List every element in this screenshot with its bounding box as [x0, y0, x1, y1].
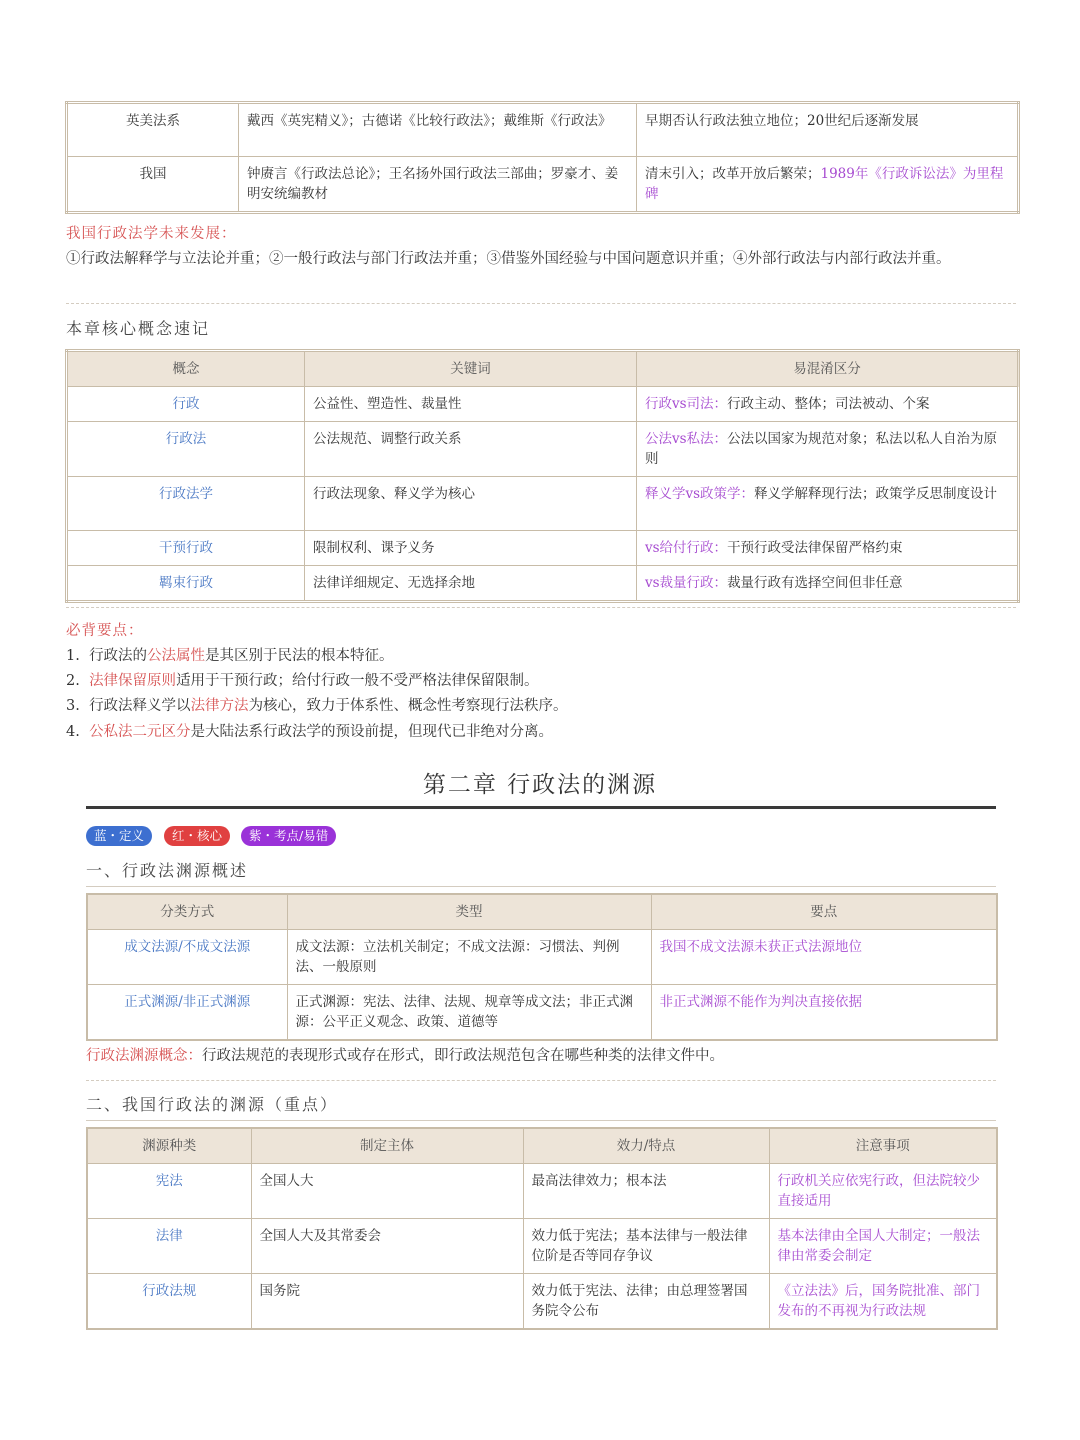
table-cell: 法律详细规定、无选择余地 — [305, 566, 637, 602]
table-cell: 正式渊源/非正式渊源 — [87, 985, 287, 1041]
sources-overview-table — [86, 893, 998, 1041]
table-cell: 宪法 — [87, 1164, 251, 1219]
legend-tag-blue: 蓝・定义 — [86, 826, 152, 846]
table-row — [67, 103, 1019, 157]
column-header: 制定主体 — [251, 1128, 523, 1164]
table-row — [87, 985, 997, 1041]
table-row — [67, 422, 1019, 477]
must-label: 必背要点： — [66, 623, 144, 639]
table-cell: vs给付行政：干预行政受法律保留严格约束 — [637, 531, 1019, 566]
table-cell: 公法vs私法：公法以国家为规范对象；私法以私人自治为原则 — [637, 422, 1019, 477]
concept-cell: 行政 — [67, 387, 305, 422]
table-cell: 清末引入；改革开放后繁荣；1989年《行政诉讼法》为里程碑 — [637, 157, 1019, 213]
section-heading: 一、行政法渊源概述 — [86, 861, 249, 880]
table-cell: 早期否认行政法独立地位；20世纪后逐渐发展 — [637, 103, 1019, 157]
table-cell: 全国人大及其常委会 — [251, 1219, 523, 1274]
table-cell: 释义学vs政策学：释义学解释现行法；政策学反思制度设计 — [637, 477, 1019, 531]
divider — [86, 1080, 996, 1081]
table-row — [87, 1164, 997, 1219]
section-heading: 二、我国行政法的渊源（重点） — [86, 1095, 339, 1114]
table-row — [87, 1274, 997, 1330]
table-header-row — [67, 351, 1019, 387]
table-cell: 英美法系 — [67, 103, 239, 157]
table-row — [67, 157, 1019, 213]
table-cell: 行政法规 — [87, 1274, 251, 1330]
future-label: 我国行政法学未来发展： — [66, 226, 237, 242]
legend-tag-red: 红・核心 — [164, 826, 230, 846]
table-cell: 国务院 — [251, 1274, 523, 1330]
column-header: 注意事项 — [769, 1128, 997, 1164]
column-header: 关键词 — [305, 351, 637, 387]
table-cell: 基本法律由全国人大制定；一般法律由常委会制定 — [769, 1219, 997, 1274]
table-row — [67, 531, 1019, 566]
table-cell: 《立法法》后，国务院批准、部门发布的不再视为行政法规 — [769, 1274, 997, 1330]
table-cell: 效力低于宪法、法律；由总理签署国务院令公布 — [523, 1274, 769, 1330]
concept-cell: 羁束行政 — [67, 566, 305, 602]
table-cell: 限制权利、课予义务 — [305, 531, 637, 566]
column-header: 效力/特点 — [523, 1128, 769, 1164]
column-header: 渊源种类 — [87, 1128, 251, 1164]
table-cell: 最高法律效力；根本法 — [523, 1164, 769, 1219]
table-cell: 行政机关应依宪行政，但法院较少直接适用 — [769, 1164, 997, 1219]
list-item: 1. 行政法的公法属性是其区别于民法的根本特征。 — [66, 648, 394, 664]
column-header: 要点 — [651, 894, 997, 930]
core-heading: 本章核心概念速记 — [66, 319, 211, 338]
table-cell: 公益性、塑造性、裁量性 — [305, 387, 637, 422]
list-item: 4. 公私法二元区分是大陆法系行政法学的预设前提，但现代已非绝对分离。 — [66, 724, 554, 740]
table-cell: 我国不成文法源未获正式法源地位 — [651, 930, 997, 985]
table-row — [67, 566, 1019, 602]
table-cell: 钟赓言《行政法总论》；王名扬外国行政法三部曲；罗豪才、姜明安统编教材 — [239, 157, 637, 213]
table-cell: 法律 — [87, 1219, 251, 1274]
table-cell: 行政vs司法：行政主动、整体；司法被动、个案 — [637, 387, 1019, 422]
section-rule — [86, 1120, 996, 1121]
section-rule — [86, 886, 996, 887]
top-table — [65, 101, 1020, 214]
table-cell: 非正式渊源不能作为判决直接依据 — [651, 985, 997, 1041]
list-item: 2. 法律保留原则适用于干预行政；给付行政一般不受严格法律保留限制。 — [66, 673, 539, 689]
column-header: 分类方式 — [87, 894, 287, 930]
column-header: 类型 — [287, 894, 651, 930]
table-cell: 全国人大 — [251, 1164, 523, 1219]
future-text: ①行政法解释学与立法论并重；②一般行政法与部门行政法并重；③借鉴外国经验与中国问题意识并重；④外部行政法与内部行政法并重。 — [66, 251, 951, 267]
table-cell: vs裁量行政：裁量行政有选择空间但非任意 — [637, 566, 1019, 602]
table-row — [87, 930, 997, 985]
divider — [66, 303, 1016, 304]
list-item: 3. 行政法释义学以法律方法为核心，致力于体系性、概念性考察现行法秩序。 — [66, 698, 568, 714]
sources-table — [86, 1127, 998, 1330]
table-cell: 我国 — [67, 157, 239, 213]
concept-cell: 干预行政 — [67, 531, 305, 566]
table-cell: 公法规范、调整行政关系 — [305, 422, 637, 477]
table-header-row — [87, 894, 997, 930]
column-header: 概念 — [67, 351, 305, 387]
column-header: 易混淆区分 — [637, 351, 1019, 387]
concept-cell: 行政法学 — [67, 477, 305, 531]
chapter-title: 第二章 行政法的渊源 — [422, 772, 658, 798]
table-cell: 效力低于宪法；基本法律与一般法律位阶是否等同存争议 — [523, 1219, 769, 1274]
table-row — [67, 477, 1019, 531]
source-concept-line: 行政法渊源概念：行政法规范的表现形式或存在形式，即行政法规范包含在哪些种类的法律文件中。 — [86, 1048, 724, 1064]
legend-tag-purple: 紫・考点/易错 — [241, 826, 336, 846]
table-cell: 成文法源：立法机关制定；不成文法源：习惯法、判例法、一般原则 — [287, 930, 651, 985]
chapter-rule — [86, 806, 996, 809]
table-cell: 行政法现象、释义学为核心 — [305, 477, 637, 531]
highlight-text: 1989年《行政诉讼法》为里程碑 — [645, 166, 1004, 202]
table-row — [67, 387, 1019, 422]
table-header-row — [87, 1128, 997, 1164]
table-cell: 成文法源/不成文法源 — [87, 930, 287, 985]
table-row — [87, 1219, 997, 1274]
concept-cell: 行政法 — [67, 422, 305, 477]
core-table — [65, 349, 1020, 603]
divider — [66, 607, 1016, 608]
table-cell: 戴西《英宪精义》；古德诺《比较行政法》；戴维斯《行政法》 — [239, 103, 637, 157]
table-cell: 正式渊源：宪法、法律、法规、规章等成文法；非正式渊源：公平正义观念、政策、道德等 — [287, 985, 651, 1041]
